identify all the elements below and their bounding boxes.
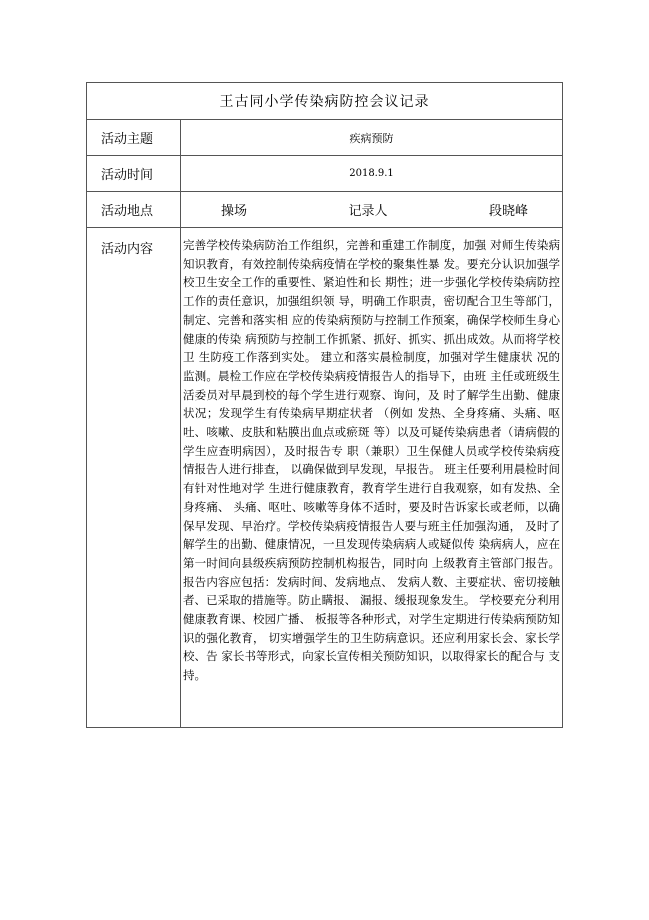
theme-label: 活动主题 — [87, 120, 181, 156]
time-value: 2018.9.1 — [181, 156, 563, 192]
place-recorder-cell — [181, 192, 563, 228]
recorder-value: 段晓峰 — [488, 204, 528, 219]
recorder-label: 记录人 — [348, 204, 388, 219]
place-recorder-row — [181, 200, 562, 219]
content-body: 完善学校传染病防治工作组织，完善和重建工作制度，加强 对师生传染病知识教育，有效控制传染病疫情在学校的聚集性暴 发。要充分认识加强学校卫生安全工作的重要性、紧迫性和长 期性；进一步强化学校传染病防控工作的责任意识，加强组织领 导，明确工作职责，密切配合卫生等部门，制定、完善和落实相 应的传染病预防与控制工作预案，确保学校师生身心健康的传染 病预防与控制工作抓紧、抓好、抓实、抓出成效。从而将学校卫 生防疫工作落到实处。 建立和落实晨检制度，加强对学生健康状 况的监测。晨检工作应在学校传染病疫情报告人的指导下，由班 主任或班级生活委员对早晨到校的每个学生进行观察、询问，及 时了解学生出勤、健康状况；发现学生有传染病早期症状者 （例如 发热、全身疼痛、头痛、呕吐、咳嗽、皮肤和粘膜出血点或瘀斑 等）以及可疑传染病患者（请病假的学生应查明病因），及时报告专 职（兼职）卫生保健人员或学校传染病疫情报告人进行排查， 以确保做到早发现，早报告。 班主任要利用晨检时间有针对性地对学 生进行健康教育，教育学生进行自我观察，如有发热、全身疼痛、 头痛、呕吐、咳嗽等身体不适时，要及时告诉家长或老师，以确 保早发现、早治疗。学校传染病疫情报告人要与班主任加强沟通， 及时了解学生的出勤、健康情况，一旦发现传染病病人或疑似传 染病病人，应在第一时间向县级疾病预防控制机构报告，同时向 上级教育主管部门报告。报告内容应包括：发病时间、发病地点、 发病人数、主要症状、密切接触者、已采取的措施等。防止瞒报、 漏报、缓报现象发生。 学校要充分利用健康教育课、校园广播、 板报等各种形式，对学生定期进行传染病预防知识的强化教育， 切实增强学生的卫生防病意识。还应利用家长会、家长学校、告 家长书等形式，向家长宣传相关预防知识，以取得家长的配合与 支持。 — [183, 238, 560, 683]
theme-value: 疾病预防 — [181, 120, 563, 156]
content-label: 活动内容 — [87, 228, 181, 728]
time-label: 活动时间 — [87, 156, 181, 192]
place-label: 活动地点 — [87, 192, 181, 228]
content-cell — [181, 228, 563, 728]
document-title: 王古同小学传染病防控会议记录 — [87, 83, 563, 120]
meeting-record-table — [86, 82, 563, 728]
place-value: 操场 — [221, 204, 248, 219]
